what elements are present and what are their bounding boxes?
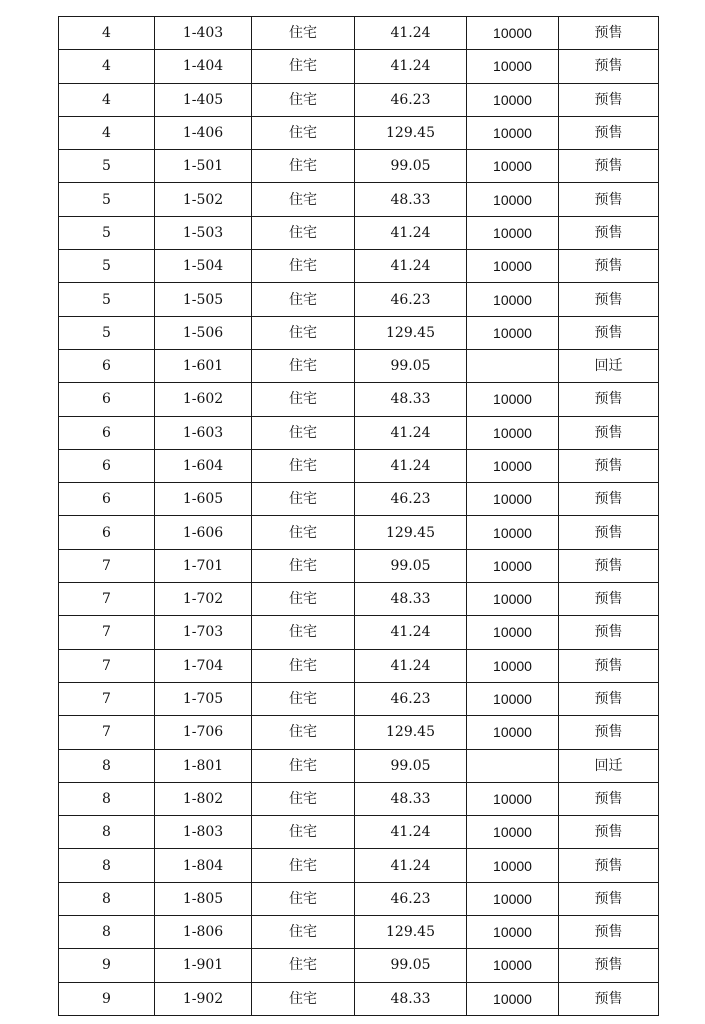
floor-cell: 8 bbox=[59, 816, 155, 849]
price-cell: 10000 bbox=[467, 682, 559, 715]
price-cell: 10000 bbox=[467, 916, 559, 949]
unit-number-cell: 1-601 bbox=[155, 349, 252, 382]
status-cell: 预售 bbox=[559, 516, 659, 549]
unit-number-cell: 1-606 bbox=[155, 516, 252, 549]
table-row bbox=[59, 183, 659, 216]
usage-cell: 住宅 bbox=[252, 449, 355, 482]
floor-cell: 6 bbox=[59, 449, 155, 482]
usage-cell: 住宅 bbox=[252, 649, 355, 682]
floor-cell: 7 bbox=[59, 682, 155, 715]
price-cell bbox=[467, 349, 559, 382]
usage-cell: 住宅 bbox=[252, 849, 355, 882]
status-cell: 预售 bbox=[559, 183, 659, 216]
floor-cell: 4 bbox=[59, 116, 155, 149]
usage-cell: 住宅 bbox=[252, 183, 355, 216]
floor-cell: 9 bbox=[59, 982, 155, 1015]
floor-cell: 5 bbox=[59, 216, 155, 249]
unit-number-cell: 1-703 bbox=[155, 616, 252, 649]
status-cell: 预售 bbox=[559, 916, 659, 949]
area-cell: 48.33 bbox=[355, 383, 467, 416]
area-cell: 46.23 bbox=[355, 83, 467, 116]
unit-number-cell: 1-706 bbox=[155, 716, 252, 749]
price-cell: 10000 bbox=[467, 250, 559, 283]
area-cell: 41.24 bbox=[355, 250, 467, 283]
unit-number-cell: 1-605 bbox=[155, 483, 252, 516]
price-cell: 10000 bbox=[467, 316, 559, 349]
price-cell: 10000 bbox=[467, 449, 559, 482]
table-row bbox=[59, 716, 659, 749]
table-row bbox=[59, 749, 659, 782]
status-cell: 预售 bbox=[559, 250, 659, 283]
price-cell bbox=[467, 749, 559, 782]
area-cell: 41.24 bbox=[355, 816, 467, 849]
price-cell: 10000 bbox=[467, 849, 559, 882]
unit-price-table bbox=[58, 16, 659, 1016]
table-row bbox=[59, 150, 659, 183]
usage-cell: 住宅 bbox=[252, 316, 355, 349]
unit-number-cell: 1-705 bbox=[155, 682, 252, 715]
status-cell: 预售 bbox=[559, 483, 659, 516]
area-cell: 41.24 bbox=[355, 849, 467, 882]
status-cell: 预售 bbox=[559, 549, 659, 582]
usage-cell: 住宅 bbox=[252, 982, 355, 1015]
floor-cell: 9 bbox=[59, 949, 155, 982]
area-cell: 99.05 bbox=[355, 949, 467, 982]
unit-number-cell: 1-805 bbox=[155, 882, 252, 915]
floor-cell: 5 bbox=[59, 150, 155, 183]
area-cell: 99.05 bbox=[355, 150, 467, 183]
usage-cell: 住宅 bbox=[252, 716, 355, 749]
floor-cell: 5 bbox=[59, 250, 155, 283]
table-row bbox=[59, 416, 659, 449]
usage-cell: 住宅 bbox=[252, 17, 355, 50]
usage-cell: 住宅 bbox=[252, 516, 355, 549]
area-cell: 41.24 bbox=[355, 616, 467, 649]
area-cell: 48.33 bbox=[355, 183, 467, 216]
area-cell: 41.24 bbox=[355, 216, 467, 249]
status-cell: 预售 bbox=[559, 816, 659, 849]
unit-number-cell: 1-403 bbox=[155, 17, 252, 50]
status-cell: 预售 bbox=[559, 416, 659, 449]
unit-number-cell: 1-602 bbox=[155, 383, 252, 416]
status-cell: 预售 bbox=[559, 216, 659, 249]
usage-cell: 住宅 bbox=[252, 349, 355, 382]
usage-cell: 住宅 bbox=[252, 816, 355, 849]
price-cell: 10000 bbox=[467, 549, 559, 582]
usage-cell: 住宅 bbox=[252, 150, 355, 183]
status-cell: 预售 bbox=[559, 782, 659, 815]
status-cell: 预售 bbox=[559, 716, 659, 749]
status-cell: 预售 bbox=[559, 383, 659, 416]
price-cell: 10000 bbox=[467, 882, 559, 915]
floor-cell: 8 bbox=[59, 916, 155, 949]
unit-number-cell: 1-604 bbox=[155, 449, 252, 482]
unit-number-cell: 1-901 bbox=[155, 949, 252, 982]
unit-number-cell: 1-803 bbox=[155, 816, 252, 849]
table-row bbox=[59, 50, 659, 83]
usage-cell: 住宅 bbox=[252, 250, 355, 283]
status-cell: 预售 bbox=[559, 949, 659, 982]
floor-cell: 5 bbox=[59, 316, 155, 349]
unit-number-cell: 1-806 bbox=[155, 916, 252, 949]
floor-cell: 7 bbox=[59, 549, 155, 582]
table-row bbox=[59, 383, 659, 416]
usage-cell: 住宅 bbox=[252, 283, 355, 316]
floor-cell: 7 bbox=[59, 616, 155, 649]
table-row bbox=[59, 250, 659, 283]
unit-number-cell: 1-501 bbox=[155, 150, 252, 183]
price-cell: 10000 bbox=[467, 516, 559, 549]
usage-cell: 住宅 bbox=[252, 483, 355, 516]
price-cell: 10000 bbox=[467, 616, 559, 649]
table-row bbox=[59, 849, 659, 882]
table-row bbox=[59, 616, 659, 649]
table-row bbox=[59, 583, 659, 616]
unit-number-cell: 1-804 bbox=[155, 849, 252, 882]
status-cell: 预售 bbox=[559, 150, 659, 183]
table-row bbox=[59, 549, 659, 582]
unit-number-cell: 1-503 bbox=[155, 216, 252, 249]
price-cell: 10000 bbox=[467, 216, 559, 249]
floor-cell: 5 bbox=[59, 283, 155, 316]
floor-cell: 4 bbox=[59, 50, 155, 83]
area-cell: 41.24 bbox=[355, 449, 467, 482]
area-cell: 99.05 bbox=[355, 749, 467, 782]
floor-cell: 6 bbox=[59, 349, 155, 382]
usage-cell: 住宅 bbox=[252, 916, 355, 949]
table-row bbox=[59, 283, 659, 316]
status-cell: 预售 bbox=[559, 849, 659, 882]
floor-cell: 7 bbox=[59, 649, 155, 682]
floor-cell: 4 bbox=[59, 17, 155, 50]
table-row bbox=[59, 649, 659, 682]
unit-number-cell: 1-502 bbox=[155, 183, 252, 216]
price-cell: 10000 bbox=[467, 116, 559, 149]
area-cell: 129.45 bbox=[355, 516, 467, 549]
price-cell: 10000 bbox=[467, 583, 559, 616]
floor-cell: 5 bbox=[59, 183, 155, 216]
area-cell: 48.33 bbox=[355, 583, 467, 616]
table-row bbox=[59, 216, 659, 249]
unit-number-cell: 1-504 bbox=[155, 250, 252, 283]
usage-cell: 住宅 bbox=[252, 782, 355, 815]
unit-number-cell: 1-801 bbox=[155, 749, 252, 782]
table-body bbox=[59, 17, 659, 1016]
table-row bbox=[59, 816, 659, 849]
unit-number-cell: 1-701 bbox=[155, 549, 252, 582]
price-cell: 10000 bbox=[467, 649, 559, 682]
usage-cell: 住宅 bbox=[252, 682, 355, 715]
table-row bbox=[59, 682, 659, 715]
table-row bbox=[59, 116, 659, 149]
area-cell: 129.45 bbox=[355, 916, 467, 949]
table-row bbox=[59, 316, 659, 349]
price-cell: 10000 bbox=[467, 17, 559, 50]
status-cell: 预售 bbox=[559, 17, 659, 50]
area-cell: 46.23 bbox=[355, 283, 467, 316]
status-cell: 预售 bbox=[559, 982, 659, 1015]
table-row bbox=[59, 916, 659, 949]
price-cell: 10000 bbox=[467, 50, 559, 83]
area-cell: 99.05 bbox=[355, 349, 467, 382]
status-cell: 预售 bbox=[559, 283, 659, 316]
table-row bbox=[59, 483, 659, 516]
table-row bbox=[59, 516, 659, 549]
area-cell: 129.45 bbox=[355, 716, 467, 749]
unit-number-cell: 1-802 bbox=[155, 782, 252, 815]
unit-number-cell: 1-506 bbox=[155, 316, 252, 349]
usage-cell: 住宅 bbox=[252, 616, 355, 649]
usage-cell: 住宅 bbox=[252, 416, 355, 449]
price-cell: 10000 bbox=[467, 183, 559, 216]
area-cell: 41.24 bbox=[355, 50, 467, 83]
floor-cell: 7 bbox=[59, 716, 155, 749]
area-cell: 46.23 bbox=[355, 682, 467, 715]
floor-cell: 6 bbox=[59, 516, 155, 549]
price-cell: 10000 bbox=[467, 949, 559, 982]
floor-cell: 8 bbox=[59, 882, 155, 915]
unit-number-cell: 1-704 bbox=[155, 649, 252, 682]
table-row bbox=[59, 83, 659, 116]
usage-cell: 住宅 bbox=[252, 383, 355, 416]
price-cell: 10000 bbox=[467, 716, 559, 749]
area-cell: 129.45 bbox=[355, 316, 467, 349]
table-row bbox=[59, 949, 659, 982]
unit-number-cell: 1-406 bbox=[155, 116, 252, 149]
floor-cell: 8 bbox=[59, 782, 155, 815]
status-cell: 回迁 bbox=[559, 349, 659, 382]
area-cell: 46.23 bbox=[355, 882, 467, 915]
price-cell: 10000 bbox=[467, 83, 559, 116]
price-cell: 10000 bbox=[467, 416, 559, 449]
status-cell: 预售 bbox=[559, 682, 659, 715]
table-row bbox=[59, 449, 659, 482]
status-cell: 预售 bbox=[559, 649, 659, 682]
area-cell: 129.45 bbox=[355, 116, 467, 149]
table-row bbox=[59, 782, 659, 815]
floor-cell: 7 bbox=[59, 583, 155, 616]
price-cell: 10000 bbox=[467, 782, 559, 815]
area-cell: 41.24 bbox=[355, 17, 467, 50]
status-cell: 预售 bbox=[559, 449, 659, 482]
area-cell: 48.33 bbox=[355, 982, 467, 1015]
usage-cell: 住宅 bbox=[252, 749, 355, 782]
status-cell: 预售 bbox=[559, 83, 659, 116]
usage-cell: 住宅 bbox=[252, 583, 355, 616]
price-cell: 10000 bbox=[467, 383, 559, 416]
unit-number-cell: 1-603 bbox=[155, 416, 252, 449]
floor-cell: 4 bbox=[59, 83, 155, 116]
floor-cell: 6 bbox=[59, 383, 155, 416]
price-cell: 10000 bbox=[467, 150, 559, 183]
area-cell: 99.05 bbox=[355, 549, 467, 582]
status-cell: 预售 bbox=[559, 116, 659, 149]
usage-cell: 住宅 bbox=[252, 83, 355, 116]
area-cell: 41.24 bbox=[355, 649, 467, 682]
usage-cell: 住宅 bbox=[252, 116, 355, 149]
status-cell: 预售 bbox=[559, 616, 659, 649]
status-cell: 预售 bbox=[559, 882, 659, 915]
price-cell: 10000 bbox=[467, 816, 559, 849]
floor-cell: 8 bbox=[59, 849, 155, 882]
unit-number-cell: 1-505 bbox=[155, 283, 252, 316]
price-cell: 10000 bbox=[467, 283, 559, 316]
status-cell: 回迁 bbox=[559, 749, 659, 782]
unit-number-cell: 1-405 bbox=[155, 83, 252, 116]
floor-cell: 6 bbox=[59, 416, 155, 449]
table-row bbox=[59, 17, 659, 50]
status-cell: 预售 bbox=[559, 316, 659, 349]
table-row bbox=[59, 349, 659, 382]
area-cell: 46.23 bbox=[355, 483, 467, 516]
price-cell: 10000 bbox=[467, 982, 559, 1015]
table-row bbox=[59, 882, 659, 915]
usage-cell: 住宅 bbox=[252, 50, 355, 83]
usage-cell: 住宅 bbox=[252, 216, 355, 249]
floor-cell: 6 bbox=[59, 483, 155, 516]
area-cell: 48.33 bbox=[355, 782, 467, 815]
usage-cell: 住宅 bbox=[252, 882, 355, 915]
status-cell: 预售 bbox=[559, 50, 659, 83]
table-row bbox=[59, 982, 659, 1015]
unit-number-cell: 1-902 bbox=[155, 982, 252, 1015]
price-cell: 10000 bbox=[467, 483, 559, 516]
status-cell: 预售 bbox=[559, 583, 659, 616]
usage-cell: 住宅 bbox=[252, 949, 355, 982]
unit-number-cell: 1-702 bbox=[155, 583, 252, 616]
unit-number-cell: 1-404 bbox=[155, 50, 252, 83]
floor-cell: 8 bbox=[59, 749, 155, 782]
usage-cell: 住宅 bbox=[252, 549, 355, 582]
area-cell: 41.24 bbox=[355, 416, 467, 449]
